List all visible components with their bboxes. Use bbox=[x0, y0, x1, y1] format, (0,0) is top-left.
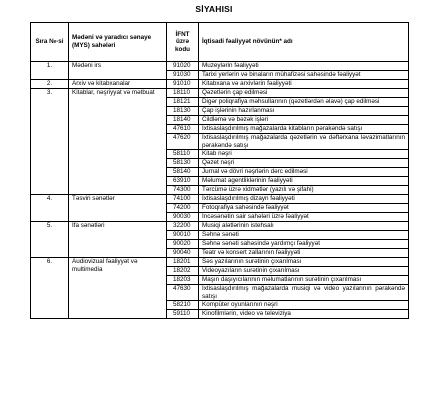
table-row bbox=[31, 89, 409, 98]
activity-code-cell: 58210 bbox=[167, 301, 199, 310]
activity-name-cell: İxtisaslaşdırılmış mağazalarda musiqi və video yazılarının pərakəndə satışı bbox=[199, 285, 409, 301]
activity-name-cell: Jurnal və dövri nəşrlərin dərc edilməsi bbox=[199, 168, 409, 177]
activity-code-cell: 74300 bbox=[167, 186, 199, 195]
activity-name-cell: Kitabxana və arxivlərin fəaliyyəti bbox=[199, 80, 409, 89]
activity-name-cell: Fotoqrafiya sahəsində fəaliyyət bbox=[199, 204, 409, 213]
activity-code-cell: 18201 bbox=[167, 258, 199, 267]
activity-name-cell: Musiqi alətlərinin istehsalı bbox=[199, 222, 409, 231]
activity-name-cell: Səs yazılarının surətinin çıxarılması bbox=[199, 258, 409, 267]
activity-code-cell: 18202 bbox=[167, 267, 199, 276]
activity-name-cell: Digər poliqrafiya məhsullarının (qəzetlərdən əlavə) çap edilməsi bbox=[199, 98, 409, 107]
activity-name-cell: Videoyazıların surətinin çıxarılması bbox=[199, 267, 409, 276]
row-number-cell: 1. bbox=[31, 62, 69, 80]
activity-code-cell: 18140 bbox=[167, 116, 199, 125]
row-number-cell: 5. bbox=[31, 222, 69, 258]
activity-name-cell: Muzeylərin fəaliyyəti bbox=[199, 62, 409, 71]
header-sector: Mədəni və yaradıcı sənaye (MYS) sahələri bbox=[69, 23, 167, 62]
activity-name-cell: İxtisaslaşdırılmış dizayn fəaliyyəti bbox=[199, 195, 409, 204]
activity-name-cell: Maşın daşıyıcılarının məlumatlarının surətinin çıxarılması bbox=[199, 276, 409, 285]
activity-name-cell: Kinofilmlərin, video və televiziya bbox=[199, 310, 409, 319]
activity-code-cell: 91020 bbox=[167, 62, 199, 71]
activity-name-cell: İncəsənətin sair sahələri üzrə fəaliyyət bbox=[199, 213, 409, 222]
header-code: İFNT üzrə kodu bbox=[167, 23, 199, 62]
activity-name-cell: Kompüter oyunlarının nəşri bbox=[199, 301, 409, 310]
table-row bbox=[31, 62, 409, 71]
activity-code-cell: 18110 bbox=[167, 89, 199, 98]
activity-name-cell: İxtisaslaşdırılmış mağazalarda kitabların pərakəndə satışı bbox=[199, 125, 409, 134]
sector-cell: İfa sənətləri bbox=[69, 222, 167, 258]
sector-cell: Audiovizual fəaliyyət və multimedia bbox=[69, 258, 167, 319]
activity-code-cell: 32200 bbox=[167, 222, 199, 231]
activity-code-cell: 47630 bbox=[167, 285, 199, 301]
table-row bbox=[31, 80, 409, 89]
activity-code-cell: 47620 bbox=[167, 134, 199, 150]
activity-code-cell: 58130 bbox=[167, 159, 199, 168]
activity-name-cell: Tərcümə üzrə xidmətlər (yazılı və şifahi) bbox=[199, 186, 409, 195]
activity-name-cell: Məlumat agentliklərinin fəaliyyəti bbox=[199, 177, 409, 186]
activity-code-cell: 91010 bbox=[167, 80, 199, 89]
table-row bbox=[31, 195, 409, 204]
row-number-cell: 4. bbox=[31, 195, 69, 222]
table-row bbox=[31, 258, 409, 267]
activity-name-cell: Səhnə sənəti sahəsində yardımçı fəaliyyət bbox=[199, 240, 409, 249]
activity-code-cell: 90040 bbox=[167, 249, 199, 258]
row-number-cell: 3. bbox=[31, 89, 69, 195]
document-title: SİYAHISI bbox=[195, 4, 233, 14]
header-activity: İqtisadi fəaliyyət növünün* adı bbox=[199, 23, 409, 62]
activity-name-cell: Tarixi yerlərin və binaların mühafizəsi sahəsində fəaliyyət bbox=[199, 71, 409, 80]
header-number: Sıra №-si bbox=[31, 23, 69, 62]
sector-cell: Kitablar, nəşriyyat və mətbuat bbox=[69, 89, 167, 195]
sector-cell: Mədəni irs bbox=[69, 62, 167, 80]
activity-code-cell: 18130 bbox=[167, 107, 199, 116]
activity-name-cell: Səhnə sənəti bbox=[199, 231, 409, 240]
activity-name-cell: İxtisaslaşdırılmış mağazalarda qəzetlərin və dəftərxana ləvazimatlarının pərakəndə satışı bbox=[199, 134, 409, 150]
activity-code-cell: 59110 bbox=[167, 310, 199, 319]
activity-code-cell: 90020 bbox=[167, 240, 199, 249]
table-row bbox=[31, 222, 409, 231]
activity-code-cell: 90010 bbox=[167, 231, 199, 240]
activity-code-cell: 18121 bbox=[167, 98, 199, 107]
table-body bbox=[31, 62, 409, 319]
activity-code-cell: 91030 bbox=[167, 71, 199, 80]
activity-name-cell: Kitab nəşri bbox=[199, 150, 409, 159]
activity-name-cell: Qəzetlərin çap edilməsi bbox=[199, 89, 409, 98]
activity-name-cell: Çap işlərinin hazırlanması bbox=[199, 107, 409, 116]
activity-code-cell: 74100 bbox=[167, 195, 199, 204]
row-number-cell: 2. bbox=[31, 80, 69, 89]
activity-code-cell: 58110 bbox=[167, 150, 199, 159]
activity-code-cell: 90030 bbox=[167, 213, 199, 222]
sector-cell: Təsviri sənətlər bbox=[69, 195, 167, 222]
sector-cell: Arxiv və kitabxanalar bbox=[69, 80, 167, 89]
activity-code-cell: 63910 bbox=[167, 177, 199, 186]
activity-code-cell: 47610 bbox=[167, 125, 199, 134]
activity-table bbox=[30, 22, 409, 319]
activity-code-cell: 58140 bbox=[167, 168, 199, 177]
activity-name-cell: Teatr və konsert zallarının fəaliyyəti bbox=[199, 249, 409, 258]
activity-code-cell: 18203 bbox=[167, 276, 199, 285]
activity-name-cell: Qəzet nəşri bbox=[199, 159, 409, 168]
activity-name-cell: Cildləmə və bəzək işləri bbox=[199, 116, 409, 125]
activity-code-cell: 74200 bbox=[167, 204, 199, 213]
table-header-row bbox=[31, 23, 409, 62]
row-number-cell: 6. bbox=[31, 258, 69, 319]
